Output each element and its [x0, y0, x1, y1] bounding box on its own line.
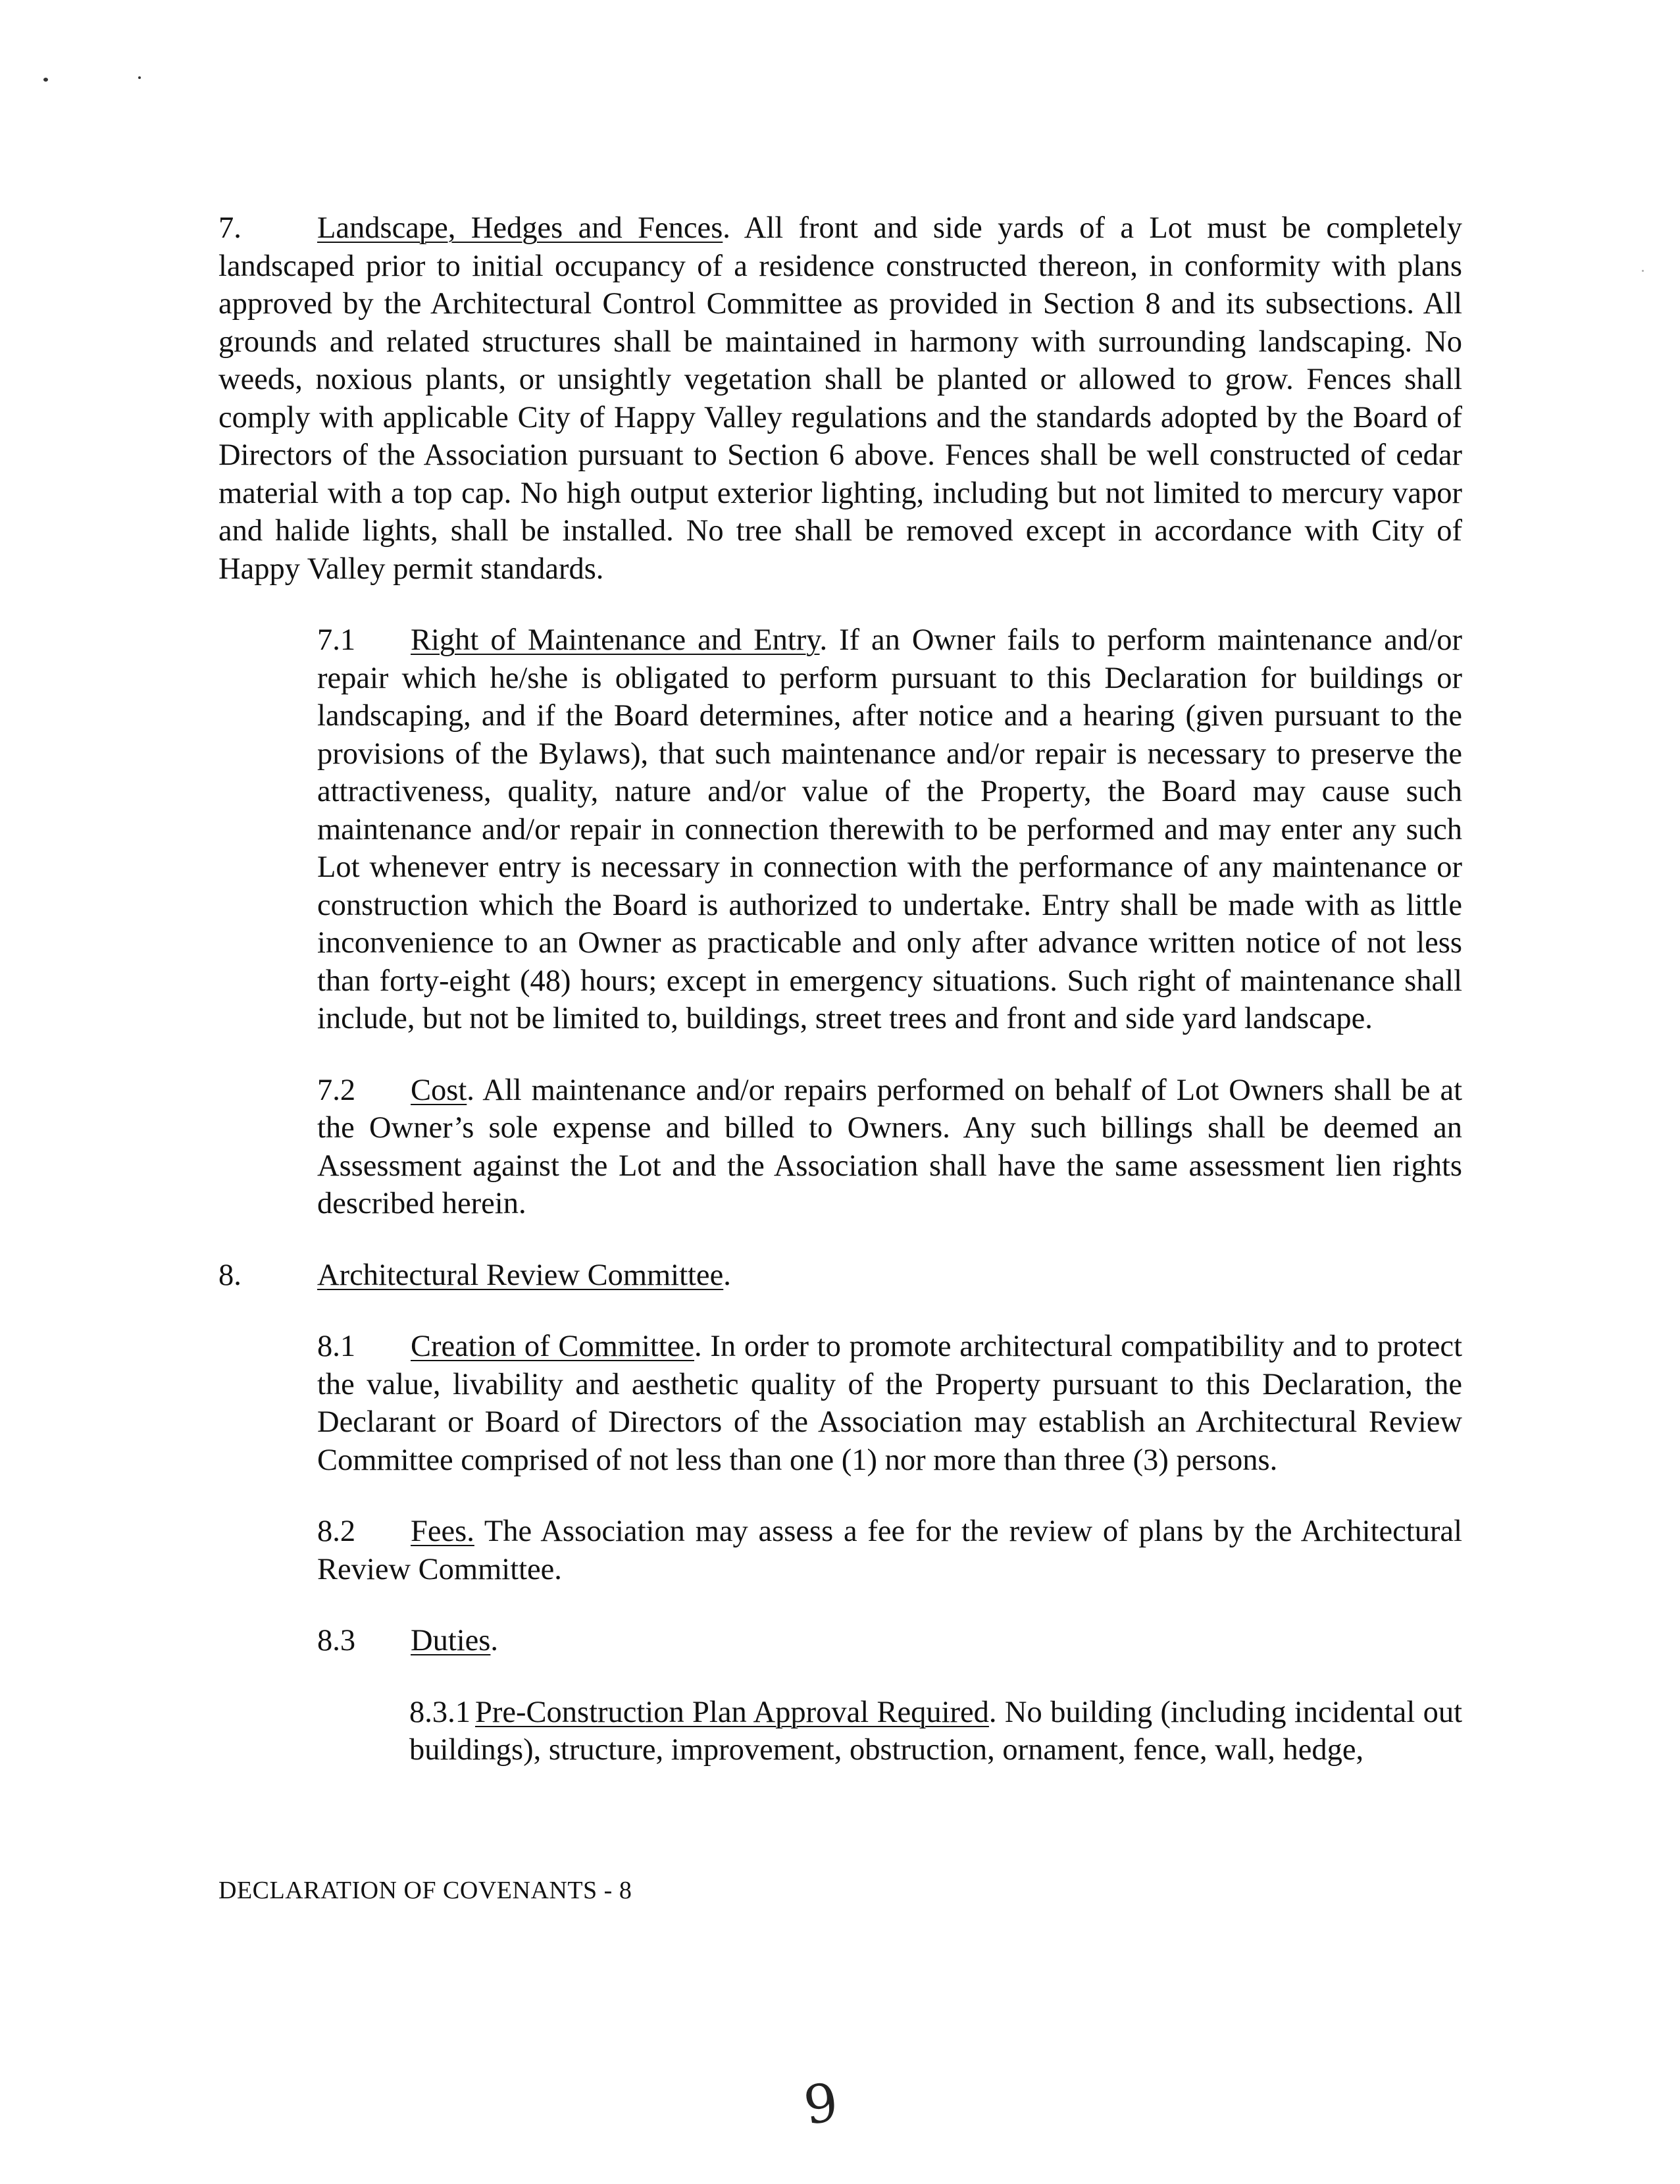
section-text: . [723, 1258, 731, 1292]
section-number: 7.2 [317, 1073, 356, 1107]
section-title: Right of Maintenance and Entry [411, 623, 820, 657]
section-text: The Association may assess a fee for the review of plans by the Architectural Review Committee. [317, 1515, 1462, 1586]
section-title: Pre-Construction Plan Approval Required [475, 1695, 989, 1729]
section-8 [218, 1257, 1462, 1295]
section-8-3 [218, 1622, 1462, 1660]
section-text: . If an Owner fails to perform maintenance and/or repair which he/she is obligated to perform pursuant to this Declaration for buildings or landscaping, and if the Board determines, after notice and a hearing (given pursuant to the provisions of the Bylaws), that such maintenance and/or repair is necessary to preserve the attractiveness, quality, nature and/or value of the Property, the Board may cause such maintenance and/or repair in connection therewith to be performed and may enter any such Lot whenever entry is necessary in connection with the performance of any maintenance or construction which the Board is authorized to undertake. Entry shall be made with as little inconvenience to an Owner as practicable and only after advance written notice of not less than forty-eight (48) hours; except in emergency situations. Such right of maintenance shall include, but not be limited to, buildings, street trees and front and side yard landscape. [317, 623, 1462, 1035]
section-title: Creation of Committee [411, 1330, 694, 1363]
section-8-1 [218, 1328, 1462, 1479]
section-title: Cost [411, 1073, 467, 1107]
section-number: 8.3.1 [409, 1695, 471, 1729]
section-number: 7. [218, 211, 242, 245]
scan-speck [138, 76, 141, 79]
section-7-2 [218, 1072, 1462, 1223]
section-7-1 [218, 621, 1462, 1038]
section-number: 8.3 [317, 1624, 356, 1657]
section-text: . No building (including incidental out buildings), structure, improvement, obstruction, ornament, fence, wall, hedge, [409, 1695, 1462, 1767]
section-number: 7.1 [317, 623, 356, 657]
section-number: 8. [218, 1258, 242, 1292]
section-number: 8.2 [317, 1515, 356, 1548]
section-title: Architectural Review Committee [317, 1258, 724, 1292]
section-number: 8.1 [317, 1330, 356, 1363]
section-8-3-1 [218, 1694, 1462, 1769]
scan-speck [1642, 270, 1644, 272]
section-7 [218, 209, 1462, 588]
document-body [218, 209, 1462, 1803]
page-footer: DECLARATION OF COVENANTS - 8 [218, 1877, 632, 1904]
scan-speck [43, 78, 48, 82]
section-title: Landscape, Hedges and Fences [317, 211, 723, 245]
section-text: . All front and side yards of a Lot must be completely landscaped prior to initial occupancy of a residence constructed thereon, in conformity with plans approved by the Architectural Control Committee as provided in Section 8 and its subsections. All grounds and related structures shall be maintained in harmony with surrounding landscaping. No weeds, noxious plants, or unsightly vegetation shall be planted or allowed to grow. Fences shall comply with applicable City of Happy Valley regulations and the standards adopted by the Board of Directors of the Association pursuant to Section 6 above. Fences shall be well constructed of cedar material with a top cap. No high output exterior lighting, including but not limited to mercury vapor and halide lights, shall be installed. No tree shall be removed except in accordance with City of Happy Valley permit standards. [218, 211, 1462, 586]
section-8-2 [218, 1513, 1462, 1588]
section-text: . All maintenance and/or repairs performed on behalf of Lot Owners shall be at the Owner’s sole expense and billed to Owners. Any such billings shall be deemed an Assessment against the Lot and the Association shall have the same assessment lien rights described herein. [317, 1073, 1462, 1220]
section-text: . In order to promote architectural compatibility and to protect the value, livability and aesthetic quality of the Property pursuant to this Declaration, the Declarant or Board of Directors of the Association may establish an Architectural Review Committee comprised of not less than one (1) nor more than three (3) persons. [317, 1330, 1462, 1477]
handwritten-page-number: 9 [800, 2071, 842, 2137]
section-text: . [490, 1624, 499, 1657]
section-title: Duties [411, 1624, 491, 1657]
section-title: Fees. [411, 1515, 474, 1548]
